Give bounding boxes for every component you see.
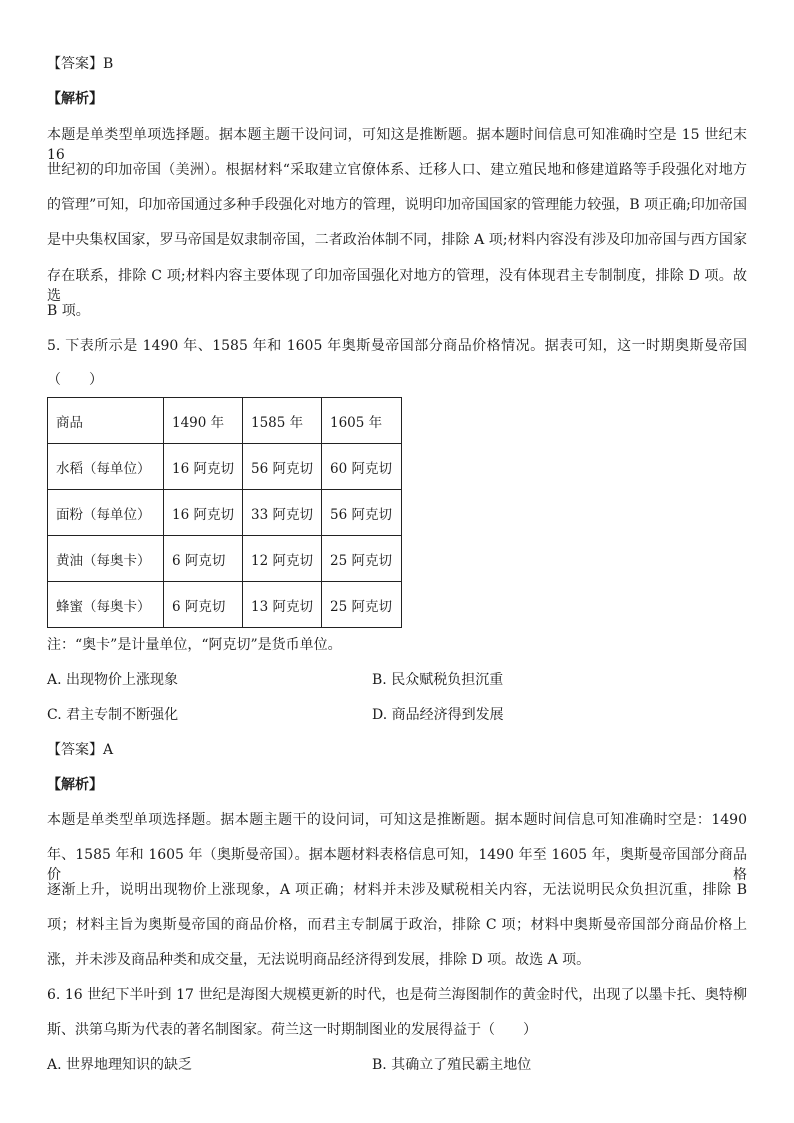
q4-analysis-line-4: 是中央集权国家，罗马帝国是奴隶制帝国，二者政治体制不同，排除 A 项;材料内容没有涉及印加帝国与西方国家 xyxy=(47,232,747,248)
q5-option-b[interactable]: B. 民众赋税负担沉重 xyxy=(372,672,504,688)
table-row xyxy=(48,444,402,490)
q5-analysis-heading: 【解析】 xyxy=(47,777,103,793)
table-row xyxy=(48,582,402,628)
table-cell: 16 阿克切 xyxy=(164,490,243,536)
table-cell: 12 阿克切 xyxy=(243,536,322,582)
q5-option-c[interactable]: C. 君主专制不断强化 xyxy=(47,707,179,723)
table-cell: 6 阿克切 xyxy=(164,536,243,582)
table-header-cell: 1585 年 xyxy=(243,398,322,444)
table-cell: 56 阿克切 xyxy=(243,444,322,490)
q6-stem-line-2: 斯、洪第乌斯为代表的著名制图家。荷兰这一时期制图业的发展得益于（ ） xyxy=(47,1022,537,1038)
q5-analysis-line-2: 年、1585 年和 1605 年（奥斯曼帝国）。据本题材料表格信息可知，1490 年至 1605 年，奥斯曼帝国部分商品价格 xyxy=(47,847,747,883)
q5-stem-line-2: （ ） xyxy=(47,372,103,388)
q4-analysis-line-6: B 项。 xyxy=(47,303,90,319)
table-cell: 水稻（每单位） xyxy=(48,444,164,490)
table-cell: 16 阿克切 xyxy=(164,444,243,490)
table-cell: 25 阿克切 xyxy=(322,536,402,582)
table-cell: 蜂蜜（每奥卡） xyxy=(48,582,164,628)
q5-table-note: 注：“奥卡”是计量单位，“阿克切”是货币单位。 xyxy=(47,637,342,653)
q5-analysis-line-5: 涨，并未涉及商品种类和成交量，无法说明商品经济得到发展，排除 D 项。故选 A 项。 xyxy=(47,952,591,968)
q6-option-a[interactable]: A. 世界地理知识的缺乏 xyxy=(47,1057,193,1073)
q5-option-a[interactable]: A. 出现物价上涨现象 xyxy=(47,672,179,688)
table-row xyxy=(48,490,402,536)
table-cell: 33 阿克切 xyxy=(243,490,322,536)
q6-stem-line-1: 6. 16 世纪下半叶到 17 世纪是海图大规模更新的时代，也是荷兰海图制作的黄金时代，出现了以墨卡托、奥特柳 xyxy=(47,987,747,1003)
q5-answer: 【答案】A xyxy=(47,742,114,758)
q5-analysis-line-1: 本题是单类型单项选择题。据本题主题干的设问词，可知这是推断题。据本题时间信息可知准确时空是：1490 xyxy=(47,812,747,828)
table-cell: 13 阿克切 xyxy=(243,582,322,628)
price-table xyxy=(47,397,402,628)
q5-option-d[interactable]: D. 商品经济得到发展 xyxy=(372,707,504,723)
q5-analysis-line-4: 项；材料主旨为奥斯曼帝国的商品价格，而君主专制属于政治，排除 C 项；材料中奥斯曼帝国部分商品价格上 xyxy=(47,917,747,933)
table-cell: 56 阿克切 xyxy=(322,490,402,536)
q4-analysis-heading: 【解析】 xyxy=(47,91,103,107)
q5-analysis-line-3: 逐渐上升，说明出现物价上涨现象，A 项正确；材料并未涉及赋税相关内容，无法说明民众负担沉重，排除 B xyxy=(47,882,747,898)
q4-analysis-line-2: 世纪初的印加帝国（美洲）。根据材料“采取建立官僚体系、迁移人口、建立殖民地和修建道路等手段强化对地方 xyxy=(47,162,747,178)
q4-answer: 【答案】B xyxy=(47,56,114,72)
table-header-cell: 1490 年 xyxy=(164,398,243,444)
q4-analysis-line-1: 本题是单类型单项选择题。据本题主题干设问词，可知这是推断题。据本题时间信息可知准确时空是 15 世纪末 16 xyxy=(47,127,747,163)
q4-analysis-line-5: 存在联系，排除 C 项;材料内容主要体现了印加帝国强化对地方的管理，没有体现君主专制制度，排除 D 项。故选 xyxy=(47,268,747,304)
table-cell: 黄油（每奥卡） xyxy=(48,536,164,582)
q4-analysis-line-3: 的管理”可知，印加帝国通过多种手段强化对地方的管理，说明印加帝国国家的管理能力较强，B 项正确;印加帝国 xyxy=(47,197,748,213)
q5-stem-line-1: 5. 下表所示是 1490 年、1585 年和 1605 年奥斯曼帝国部分商品价格情况。据表可知，这一时期奥斯曼帝国 xyxy=(47,338,747,354)
table-header-cell: 商品 xyxy=(48,398,164,444)
table-row xyxy=(48,536,402,582)
table-header-cell: 1605 年 xyxy=(322,398,402,444)
table-cell: 25 阿克切 xyxy=(322,582,402,628)
table-cell: 6 阿克切 xyxy=(164,582,243,628)
table-header-row xyxy=(48,398,402,444)
q6-option-b[interactable]: B. 其确立了殖民霸主地位 xyxy=(372,1057,532,1073)
table-cell: 60 阿克切 xyxy=(322,444,402,490)
table-cell: 面粉（每单位） xyxy=(48,490,164,536)
